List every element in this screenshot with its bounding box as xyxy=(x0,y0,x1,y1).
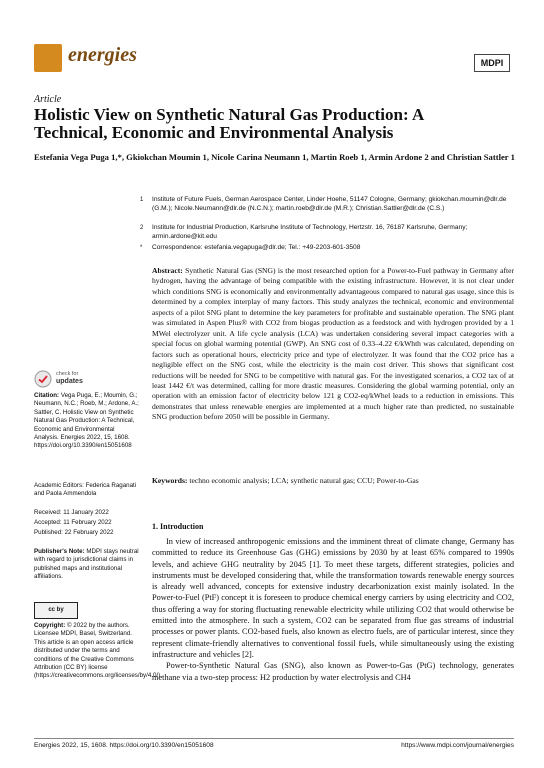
academic-editors: Academic Editors: Federica Raganati and Paola Ammendola xyxy=(34,482,137,498)
body-text xyxy=(152,536,514,683)
citation xyxy=(34,392,140,451)
journal-name: energies xyxy=(68,44,137,66)
author-list: Estefania Vega Puga 1,*, Gkiokchan Moumin 1, Nicole Carina Neumann 1, Martin Roeb 1, Armin Ardone 2 and Christian Sattler 1 xyxy=(34,152,515,162)
publisher-note-label: Publisher's Note: xyxy=(34,548,85,555)
copyright-text: © 2022 by the authors. Licensee MDPI, Basel, Switzerland. This article is an open access article distributed under the terms and conditions of the Creative Commons Attribution (CC BY) license (https://creativecommons.org/licenses/by/4.0/). xyxy=(34,622,162,680)
copyright xyxy=(34,622,162,681)
affiliation-2 xyxy=(140,224,512,241)
check-updates-line2: updates xyxy=(56,378,83,385)
publication-dates xyxy=(34,508,140,538)
footer-journal-link[interactable]: https://www.mdpi.com/journal/energies xyxy=(401,742,514,749)
article-type: Article xyxy=(34,94,62,105)
affiliation-mark: * xyxy=(140,245,143,251)
affiliation-text: Correspondence: estefania.vegapuga@dlr.de; Tel.: +49-2203-601-3508 xyxy=(152,244,361,251)
abstract-label: Abstract: xyxy=(152,266,183,275)
article-title: Holistic View on Synthetic Natural Gas Production: A Technical, Economic and Environmental Analysis xyxy=(34,105,424,142)
journal-logo-icon xyxy=(34,44,62,72)
check-updates-line1: check for xyxy=(56,371,79,377)
abstract-text: Synthetic Natural Gas (SNG) is the most researched option for a Power-to-Fuel pathway in Germany after hydrogen, having the advantage of being compatible with the existing infrastructure. However, it is not clear under which conditions SNG is economically and environmentally advantageous compared to natural gas usage, since this is determined by a complex interplay of many factors. This study analyzes the technical, economic and environmental aspects of a pilot SNG plant to determine the key parameters for profitable and sustainable operation. The SNG plant was simulated in Aspen Plus® with CO2 from biogas production as a feedstock and with hydrogen provided by a 1 MWel electrolyzer unit. A life cycle analysis (LCA) was undertaken considering several impact categories with a special focus on global warming potential (GWP). An SNG cost of 0.33–4.22 €/kWhth was calculated, depending on factors such as operational hours, electricity price and type of electrolyzer. It was found that the CO2 price has a negligible effect on the SNG cost, while the electricity is the main cost driver. This shows that significant cost reductions will be needed for SNG to be competitive with natural gas. For the investigated scenarios, a CO2 tax of at least 1442 €/t was determined, calling for more drastic measures. Considering the global warming potential, only an operation with an emission factor of electricity below 121 g CO2-eq/kWhel leads to a reduction in emissions. This demonstrates that unless renewable energies are implemented at a much higher rate than predicted, no sustainable SNG production before 2050 will be possible in Germany. xyxy=(152,266,514,422)
section-heading: 1. Introduction xyxy=(152,522,204,531)
footer-divider xyxy=(34,738,514,739)
abstract xyxy=(152,266,514,423)
published-date: Published: 22 February 2022 xyxy=(34,529,114,536)
keywords-label: Keywords: xyxy=(152,476,188,485)
check-updates-icon xyxy=(34,370,52,388)
check-for-updates-badge[interactable] xyxy=(34,368,94,390)
body-paragraph: Power-to-Synthetic Natural Gas (SNG), also known as Power-to-Gas (PtG) technology, generates methane via a two-step process: H2 production by water electrolysis and CH4 xyxy=(152,661,514,682)
accepted-date: Accepted: 11 February 2022 xyxy=(34,519,112,526)
cc-by-license-icon[interactable]: cc by xyxy=(34,602,78,619)
body-paragraph: In view of increased anthropogenic emissions and the imminent threat of climate change, Germany has committed to reduce its Greenhouse Gas (GHG) emissions by 2030 by at least 65% compared to 1990s levels, and achieve GHG neutrality by 2045 [1]. To meet these targets, different strategies, policies and instruments must be developed considering that, while the transformation towards renewable energy sources is already well advanced, concepts for extensive industry decarbonization exist mainly isolated. In the Power-to-Fuel (PtF) concept it is foreseen to produce chemical energy carriers by using electricity and CO2, thus offering a way for storing fluctuating renewable electricity while utilizing CO2 that would otherwise be emitted into the atmosphere. In such a system, CO2 can be separated from flue gas streams of industrial processes or power plants. CO2-based fuels, also known as electro fuels, are of particular interest, since they represent climate-friendly alternatives to conventional fossil fuels, while simultaneously using the existing infrastructure and vehicles [2]. xyxy=(152,537,514,659)
affiliation-text: Institute of Future Fuels, German Aerospace Center, Linder Hoehe, 51147 Cologne, Germany; gkiokchan.moumin@dlr.de (G.M.); Nicole.Neumann@dlr.de (N.C.N.); martin.roeb@dlr.de (M.R.); Christian.Sattler@dlr.de (C.S.) xyxy=(152,196,507,212)
publisher-note-text: MDPI stays neutral with regard to jurisdictional claims in published maps and institutional affiliations. xyxy=(34,548,139,581)
keywords-text: techno economic analysis; LCA; synthetic natural gas; CCU; Power-to-Gas xyxy=(189,476,419,485)
footer-citation[interactable]: Energies 2022, 15, 1608. https://doi.org/10.3390/en15051608 xyxy=(34,742,214,749)
affiliation-text: Institute for Industrial Production, Karlsruhe Institute of Technology, Hertzstr. 16, 76187 Karlsruhe, Germany; armin.ardone@kit.edu xyxy=(152,224,468,240)
affiliation-mark: 1 xyxy=(140,197,144,203)
citation-text[interactable]: Vega Puga, E.; Moumin, G.; Neumann, N.C.; Roeb, M.; Ardone, A.; Sattler, C. Holistic View on Synthetic Natural Gas Production: A Technical, Economic and Environmental Analysis. Energies 2022, 15, 1608. https://doi.org/10.3390/en15051608 xyxy=(34,392,139,450)
publisher-logo: MDPI xyxy=(474,54,510,72)
affiliation-1 xyxy=(140,196,512,213)
correspondence xyxy=(140,244,512,253)
citation-label: Citation: xyxy=(34,392,60,399)
copyright-label: Copyright: xyxy=(34,622,66,629)
publisher-note xyxy=(34,548,140,582)
keywords xyxy=(152,476,514,485)
affiliation-mark: 2 xyxy=(140,225,144,231)
received-date: Received: 11 January 2022 xyxy=(34,509,109,516)
